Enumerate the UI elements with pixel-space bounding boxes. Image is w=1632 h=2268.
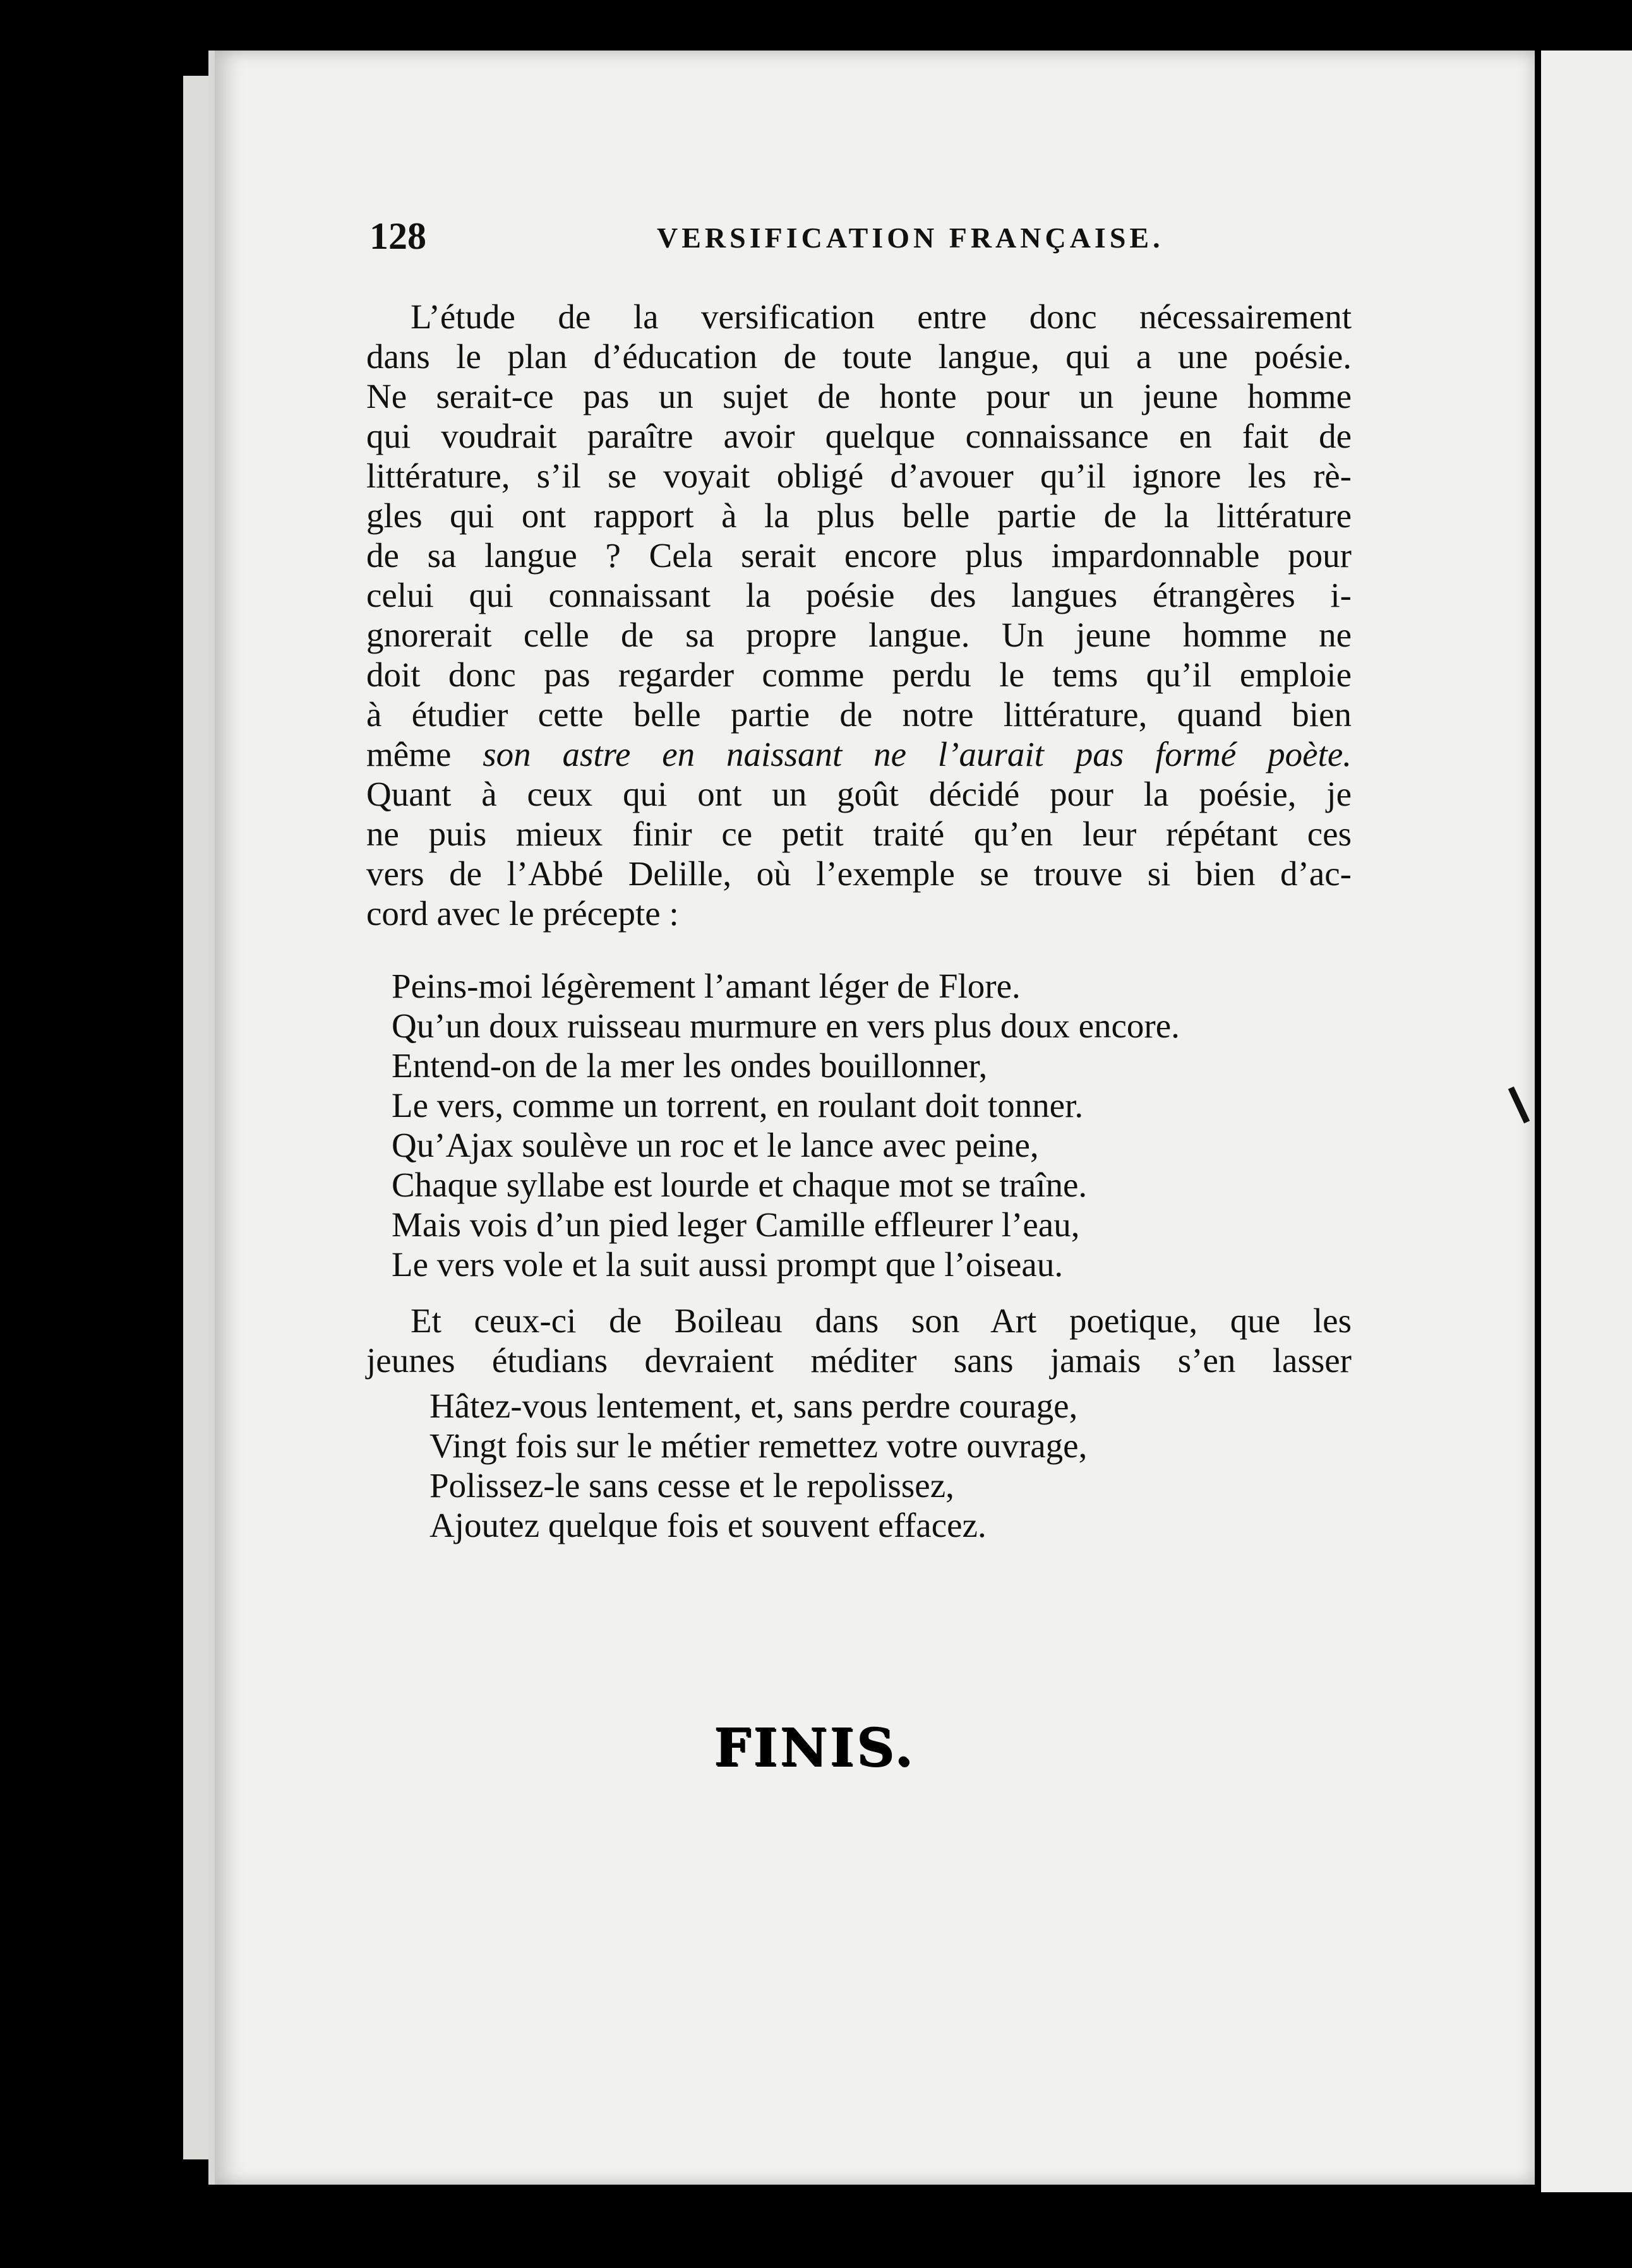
verse-line: Chaque syllabe est lourde et chaque mot se traîne. <box>392 1166 1088 1204</box>
text-line: Ne serait-ce pas un sujet de honte pour un jeune homme <box>366 377 1352 415</box>
text-line: Quant à ceux qui ont un goût décidé pour la poésie, je <box>366 775 1352 813</box>
verse-delille <box>392 966 1180 1284</box>
verse-line: Le vers vole et la suit aussi prompt que l’oiseau. <box>392 1245 1064 1284</box>
verse-line: Qu’Ajax soulève un roc et le lance avec peine, <box>392 1126 1039 1164</box>
text-line: celui qui connaissant la poésie des langues étrangères i- <box>366 576 1352 614</box>
text-line: L’étude de la versification entre donc nécessairement <box>411 297 1352 336</box>
paragraph-boileau <box>366 1301 1352 1380</box>
page-header <box>369 215 1329 265</box>
text-line: qui voudrait paraître avoir quelque connaissance en fait de <box>366 417 1352 455</box>
text-line-with-quote <box>366 734 1352 774</box>
facing-page-edge <box>1541 51 1632 2192</box>
text-line: cord avec le précepte : <box>366 894 679 933</box>
page-number: 128 <box>369 215 426 257</box>
finis-ornament: FINIS. <box>714 1717 915 1778</box>
running-title: VERSIFICATION FRANÇAISE. <box>657 222 1164 254</box>
verse-line: Qu’un doux ruisseau murmure en vers plus doux encore. <box>392 1006 1180 1045</box>
text-line: de sa langue ? Cela serait encore plus impardonnable pour <box>366 536 1352 575</box>
text-line: doit donc pas regarder comme perdu le tems qu’il emploie <box>366 655 1352 694</box>
italic-quote: son astre en naissant ne l’aurait pas formé poète. <box>483 735 1352 773</box>
text-line: Et ceux-ci de Boileau dans son Art poetique, que les <box>411 1301 1352 1340</box>
text-line: dans le plan d’éducation de toute langue, qui a une poésie. <box>366 337 1352 376</box>
verse-line: Mais vois d’un pied leger Camille effleurer l’eau, <box>392 1205 1080 1244</box>
text-line: jeunes étudians devraient méditer sans jamais s’en lasser <box>366 1341 1352 1380</box>
verse-line: Ajoutez quelque fois et souvent effacez. <box>429 1506 987 1544</box>
text-span: même <box>366 735 452 773</box>
verse-line: Polissez-le sans cesse et le repolissez, <box>429 1466 954 1505</box>
text-line: gles qui ont rapport à la plus belle partie de la littérature <box>366 496 1352 535</box>
text-line: vers de l’Abbé Delille, où l’exemple se trouve si bien d’ac- <box>366 854 1352 893</box>
verse-line: Peins-moi légèrement l’amant léger de Flore. <box>392 967 1021 1005</box>
verse-line: Vingt fois sur le métier remettez votre ouvrage, <box>429 1426 1088 1465</box>
verse-line: Le vers, comme un torrent, en roulant doit tonner. <box>392 1086 1084 1125</box>
verse-boileau <box>429 1386 1087 1545</box>
text-line: à étudier cette belle partie de notre littérature, quand bien <box>366 695 1352 734</box>
paragraph-etude <box>366 297 1352 933</box>
page-edge <box>183 76 208 2159</box>
text-line: ne puis mieux finir ce petit traité qu’en leur répétant ces <box>366 815 1352 853</box>
text-line: gnorerait celle de sa propre langue. Un jeune homme ne <box>366 616 1352 654</box>
verse-line: Hâtez-vous lentement, et, sans perdre courage, <box>429 1387 1078 1425</box>
text-line: littérature, s’il se voyait obligé d’avouer qu’il ignore les rè- <box>366 457 1352 495</box>
verse-line: Entend-on de la mer les ondes bouillonner, <box>392 1046 988 1085</box>
